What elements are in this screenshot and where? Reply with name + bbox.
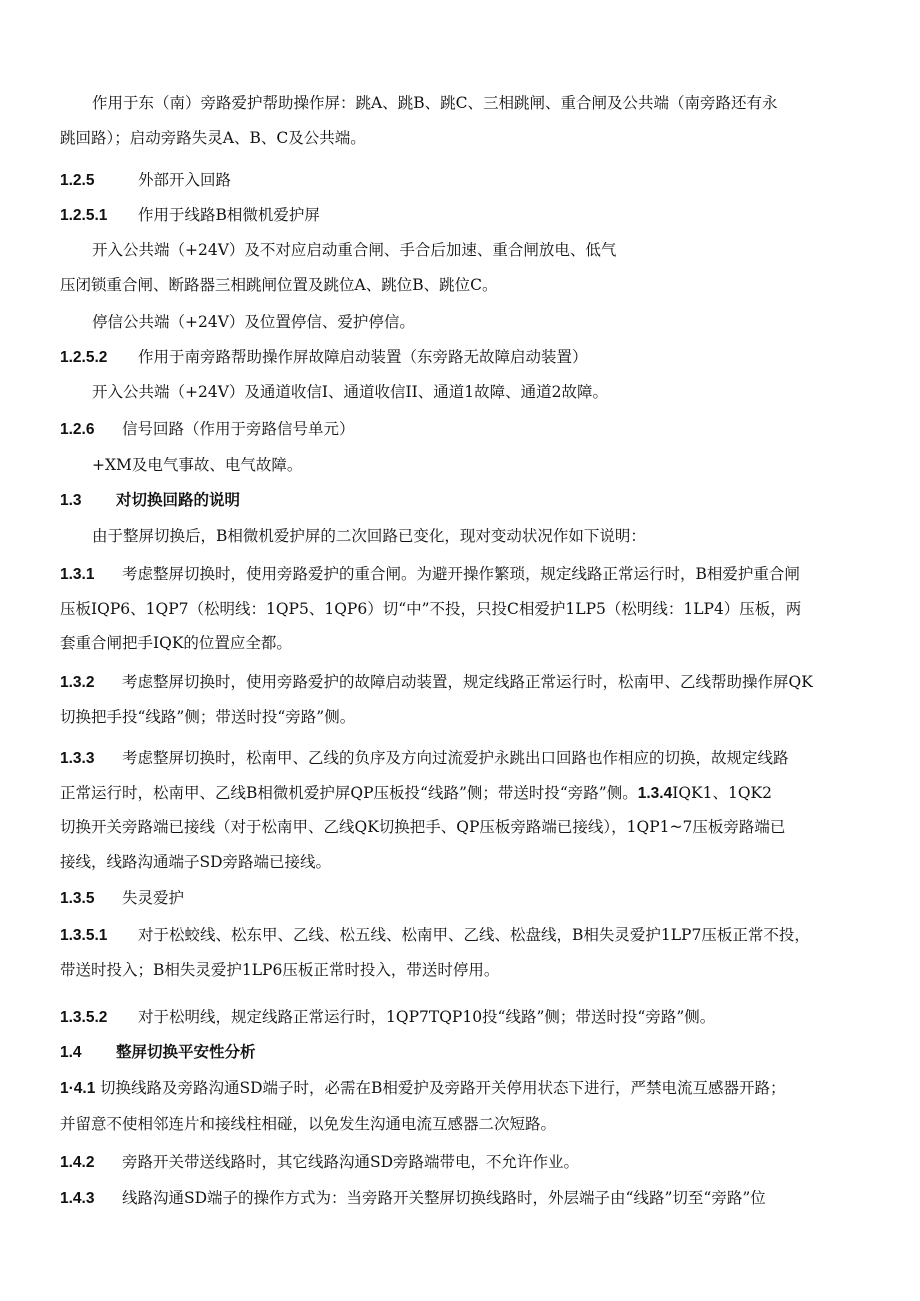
- section-heading-1-2-5-2: [60, 347, 860, 368]
- item-1-4-3: [60, 1188, 860, 1209]
- section-number: 1.2.6: [60, 421, 95, 438]
- item-1-3-5-2: [60, 1007, 860, 1028]
- item-number: 1.3.5.2: [60, 1009, 108, 1026]
- section-title: 作用于线路B相微机爱护屏: [138, 206, 320, 224]
- section-heading-1-2-5: [60, 170, 860, 191]
- item-number: 1.4.3: [60, 1190, 95, 1207]
- paragraph-line: 作用于东（南）旁路爱护帮助操作屏：跳A、跳B、跳C、三相跳闸、重合闸及公共端（南旁路还有永: [92, 94, 778, 112]
- item-text: IQK1、1QK2: [672, 784, 773, 802]
- paragraph-line: 停信公共端（+24V）及位置停信、爱护停信。: [92, 313, 415, 331]
- section-title: 信号回路（作用于旁路信号单元）: [122, 420, 355, 438]
- item-text: 考虑整屏切换时，使用旁路爱护的重合闸。为避开操作繁琐，规定线路正常运行时，B相爱护重合闸: [122, 565, 800, 583]
- item-number: 1.3.5.1: [60, 927, 108, 944]
- item-number: 1.3.1: [60, 566, 95, 583]
- paragraph-line: 压板IQP6、1QP7（松明线：1QP5、1QP6）切“中”不投，只投C相爱护1LP5（松明线：1LP4）压板，两: [60, 600, 802, 618]
- section-number: 1.4: [60, 1044, 82, 1061]
- item-text: 考虑整屏切换时，使用旁路爱护的故障启动装置，规定线路正常运行时，松南甲、乙线帮助操作屏QK: [122, 673, 813, 691]
- paragraph-line: [60, 783, 860, 804]
- paragraph-line: 并留意不使相邻连片和接线柱相碰，以免发生沟通电流互感器二次短路。: [60, 1115, 557, 1133]
- section-number: 1.2.5.2: [60, 349, 108, 366]
- section-number: 1.2.5.1: [60, 207, 108, 224]
- item-number: 1.3.2: [60, 674, 95, 691]
- section-heading-1-2-6: [60, 419, 860, 440]
- item-1-4-1: [60, 1078, 860, 1099]
- paragraph-line: 切换把手投“线路”侧；带送时投“旁路”侧。: [60, 708, 356, 726]
- item-number: 1.3.5: [60, 890, 95, 907]
- paragraph-line: 接线，线路沟通端子SD旁路端已接线。: [60, 853, 332, 871]
- item-number: 1·4.1: [60, 1080, 96, 1097]
- item-text: 对于松明线，规定线路正常运行时，1QP7TQP10投“线路”侧；带送时投“旁路”侧。: [138, 1008, 716, 1026]
- section-title: 对切换回路的说明: [116, 491, 241, 509]
- paragraph-line: 切换开关旁路端已接线（对于松南甲、乙线QK切换把手、QP压板旁路端已接线），1QP1~7压板旁路端已: [60, 818, 786, 836]
- item-number: 1.4.2: [60, 1154, 95, 1171]
- item-1-4-2: [60, 1152, 860, 1173]
- paragraph-line: +XM及电气事故、电气故障。: [92, 456, 303, 474]
- section-heading-1-2-5-1: [60, 205, 860, 226]
- paragraph-line: 套重合闸把手IQK的位置应全都。: [60, 634, 292, 652]
- paragraph-line: 跳回路）；启动旁路失灵A、B、C及公共端。: [60, 129, 366, 147]
- item-text: 正常运行时，松南甲、乙线B相微机爱护屏QP压板投“线路”侧；带送时投“旁路”侧。: [60, 784, 638, 802]
- section-title: 外部开入回路: [138, 171, 232, 189]
- item-text: 对于松蛟线、松东甲、乙线、松五线、松南甲、乙线、松盘线，B相失灵爱护1LP7压板正常不投，: [138, 926, 810, 944]
- item-1-3-2: [60, 672, 860, 693]
- item-1-3-3: [60, 748, 860, 769]
- item-text: 切换线路及旁路沟通SD端子时，必需在B相爱护及旁路开关停用状态下进行，严禁电流互感器开路；: [100, 1079, 786, 1097]
- item-1-3-5: [60, 888, 860, 909]
- item-text: 考虑整屏切换时，松南甲、乙线的负序及方向过流爱护永跳出口回路也作相应的切换，故规定线路: [122, 749, 789, 767]
- item-text: 旁路开关带送线路时，其它线路沟通SD旁路端带电，不允许作业。: [122, 1153, 580, 1171]
- section-heading-1-4: [60, 1042, 860, 1063]
- section-heading-1-3: [60, 490, 860, 511]
- paragraph-line: 开入公共端（+24V）及不对应启动重合闸、手合后加速、重合闸放电、低气: [92, 241, 617, 259]
- item-number: 1.3.4: [637, 785, 673, 802]
- item-1-3-5-1: [60, 925, 860, 946]
- paragraph-line: 开入公共端（+24V）及通道收信I、通道收信II、通道1故障、通道2故障。: [92, 383, 608, 401]
- paragraph-line: 带送时投入；B相失灵爱护1LP6压板正常时投入，带送时停用。: [60, 961, 500, 979]
- section-title: 整屏切换平安性分析: [116, 1043, 256, 1061]
- item-text: 失灵爱护: [122, 889, 185, 907]
- item-number: 1.3.3: [60, 750, 95, 767]
- paragraph-line: 压闭锁重合闸、断路器三相跳闸位置及跳位A、跳位B、跳位C。: [60, 276, 498, 294]
- section-number: 1.3: [60, 492, 82, 509]
- item-text: 线路沟通SD端子的操作方式为：当旁路开关整屏切换线路时，外层端子由“线路”切至“旁路”位: [122, 1189, 766, 1207]
- section-number: 1.2.5: [60, 172, 95, 189]
- section-title: 作用于南旁路帮助操作屏故障启动装置（东旁路无故障启动装置）: [138, 348, 588, 366]
- paragraph-line: 由于整屏切换后，B相微机爱护屏的二次回路已变化，现对变动状况作如下说明：: [92, 527, 646, 545]
- item-1-3-1: [60, 564, 860, 585]
